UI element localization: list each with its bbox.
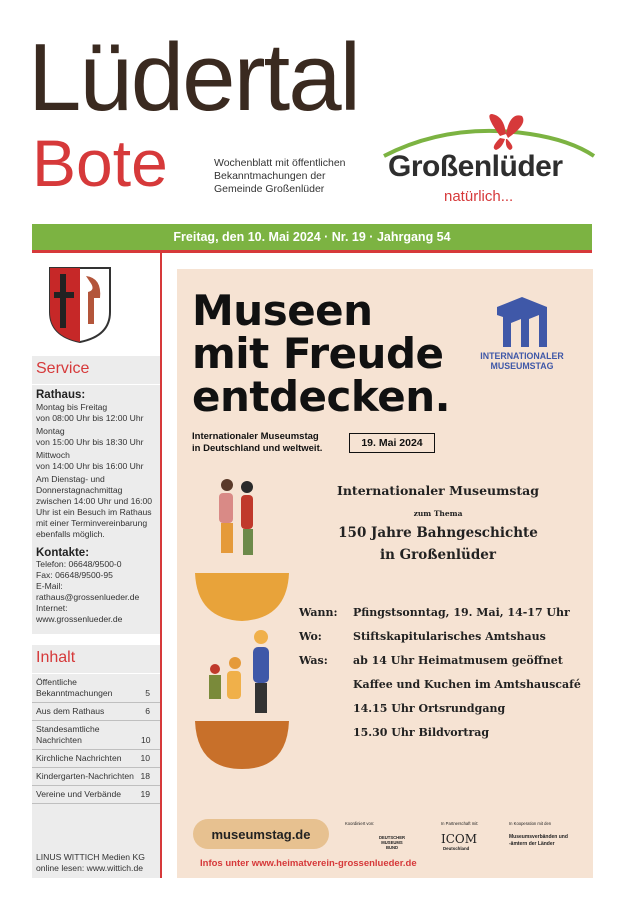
event-theme-label: zum Thema — [413, 509, 463, 518]
toc-label: Öffentliche Bekanntmachungen — [36, 677, 113, 698]
toc-label: Vereine und Verbände — [36, 789, 122, 799]
rathaus-hours-1: Montag bis Freitag — [36, 402, 108, 412]
rathaus-appointment-note: Am Dienstag- und Donnerstagnachmittag zwischen 14:00 Uhr und 16:00 Uhr ist ein Besuch im Rathaus mit einer Terminvereinbarung ebenfalls möglich. — [36, 474, 153, 539]
kontakt-email-label: E-Mail: — [36, 581, 63, 591]
museumstag-poster — [177, 269, 593, 878]
headline-line-3: entdecken. — [192, 372, 451, 421]
event-date-box: 19. Mai 2024 — [349, 433, 435, 453]
rathaus-hours-4: von 15:00 Uhr bis 18:30 Uhr — [36, 437, 144, 447]
subline-1: Internationaler Museumstag — [192, 431, 319, 442]
service-panel — [32, 356, 160, 634]
detail-label: Wann: — [299, 605, 338, 619]
toc-page: 10 — [140, 753, 150, 763]
partner-2-logo: ICOM — [441, 832, 478, 846]
kontakt-phone: Telefon: 06648/9500-0 — [36, 559, 122, 569]
masthead-tagline: Wochenblatt mit öffentlichen Bekanntmachungen der Gemeinde Großenlüder — [214, 157, 346, 195]
partner-2-sub: Deutschland — [443, 846, 470, 851]
toc-page: 10 — [141, 735, 151, 745]
museum-building-icon — [467, 293, 577, 351]
museumstag-url[interactable]: museumstag.de — [193, 819, 329, 849]
contents-heading: Inhalt — [32, 645, 160, 674]
toc-page: 5 — [145, 688, 150, 698]
issue-line: Freitag, den 10. Mai 2024 · Nr. 19 · Jahrgang 54 — [173, 230, 451, 244]
toc-page: 18 — [140, 771, 150, 781]
toc-label: Standesamtliche Nachrichten — [36, 724, 100, 745]
heimatverein-info-link[interactable]: Infos unter www.heimatverein-grossenlueder.de — [200, 858, 417, 869]
detail-row-was-4 — [299, 720, 581, 744]
detail-value: 14.15 Uhr Ortsrundgang — [353, 701, 506, 715]
issue-bar — [32, 224, 592, 250]
masthead-subtitle: Bote — [32, 126, 168, 200]
kontakt-email[interactable]: rathaus@grossenlueder.de — [36, 592, 140, 602]
detail-value: ab 14 Uhr Heimatmusem geöffnet — [353, 653, 563, 667]
partner-1-label: Koordiniert von: — [345, 821, 375, 826]
subline-2: in Deutschland und weltweit. — [192, 442, 323, 454]
museumstag-logo — [467, 293, 577, 383]
issue-divider — [32, 250, 592, 253]
kontakt-website[interactable]: www.grossenlueder.de — [36, 614, 123, 624]
contents-panel — [32, 645, 160, 878]
detail-row-was-2 — [299, 672, 581, 696]
toc-item[interactable] — [32, 703, 160, 721]
headline-line-1: Museen — [192, 286, 373, 335]
masthead-title: Lüdertal — [28, 24, 359, 131]
publisher-note: LINUS WITTICH Medien KG online lesen: www.wittich.de — [36, 852, 145, 873]
event-title: Internationaler Museumstag — [336, 483, 539, 498]
museumstag-logo-text — [467, 351, 577, 371]
headline-line-2: mit Freude — [192, 329, 444, 378]
partner-3-logo: Museumsverbänden und -ämtern der Länder — [509, 834, 568, 847]
logo-slogan: natürlich... — [444, 188, 514, 205]
toc-item[interactable] — [32, 786, 160, 804]
toc-label: Kirchliche Nachrichten — [36, 753, 122, 763]
logo-text-line-2: MUSEUMSTAG — [490, 361, 554, 371]
toc-item[interactable] — [32, 721, 160, 750]
toc-item[interactable] — [32, 768, 160, 786]
rathaus-hours-3: Montag — [36, 426, 65, 436]
service-heading: Service — [32, 356, 160, 385]
detail-value: Stiftskapitularisches Amtshaus — [353, 629, 546, 643]
rathaus-hours-6: von 14:00 Uhr bis 16:00 Uhr — [36, 461, 144, 471]
partner-3-label: In Kooperation mit den — [509, 821, 552, 826]
rathaus-hours-5: Mittwoch — [36, 450, 70, 460]
rathaus-heading: Rathaus: — [36, 389, 86, 401]
coat-of-arms-icon — [46, 264, 114, 344]
partner-1-logo: DEUTSCHER MUSEUMS BUND — [378, 835, 406, 850]
event-details — [299, 600, 581, 744]
logo-text-line-1: INTERNATIONALER — [480, 351, 564, 361]
toc-item[interactable] — [32, 750, 160, 768]
detail-value: Kaffee und Kuchen im Amtshauscafé — [353, 677, 581, 691]
event-theme-line-2: in Großenlüder — [379, 547, 497, 563]
logo-name: Großenlüder — [388, 150, 563, 183]
kontakt-fax: Fax: 06648/9500-95 — [36, 570, 113, 580]
detail-row-wann — [299, 600, 581, 624]
toc-label: Aus dem Rathaus — [36, 706, 105, 716]
poster-headline — [192, 286, 451, 421]
grossenlueder-logo — [380, 112, 600, 212]
detail-value: Pfingstsonntag, 19. Mai, 14-17 Uhr — [353, 605, 570, 619]
people-illustration-icon — [187, 469, 297, 769]
detail-row-was — [299, 648, 581, 672]
toc-page: 6 — [145, 706, 150, 716]
kontakte-heading: Kontakte: — [36, 547, 90, 559]
detail-value: 15.30 Uhr Bildvortrag — [353, 725, 490, 739]
detail-row-wo — [299, 624, 581, 648]
rathaus-hours-2: von 08:00 Uhr bis 12:00 Uhr — [36, 413, 144, 423]
detail-label: Wo: — [299, 629, 322, 643]
event-theme-line-1: 150 Jahre Bahngeschichte — [338, 525, 538, 541]
toc-item[interactable] — [32, 674, 160, 703]
detail-label: Was: — [299, 653, 328, 667]
sidebar-divider — [160, 253, 162, 878]
detail-row-was-3 — [299, 696, 581, 720]
kontakt-internet-label: Internet: — [36, 603, 68, 613]
toc-page: 19 — [140, 789, 150, 799]
partner-2-label: In Partnerschaft mit: — [441, 821, 479, 826]
toc-label: Kindergarten-Nachrichten — [36, 771, 134, 781]
poster-subline — [192, 431, 322, 454]
